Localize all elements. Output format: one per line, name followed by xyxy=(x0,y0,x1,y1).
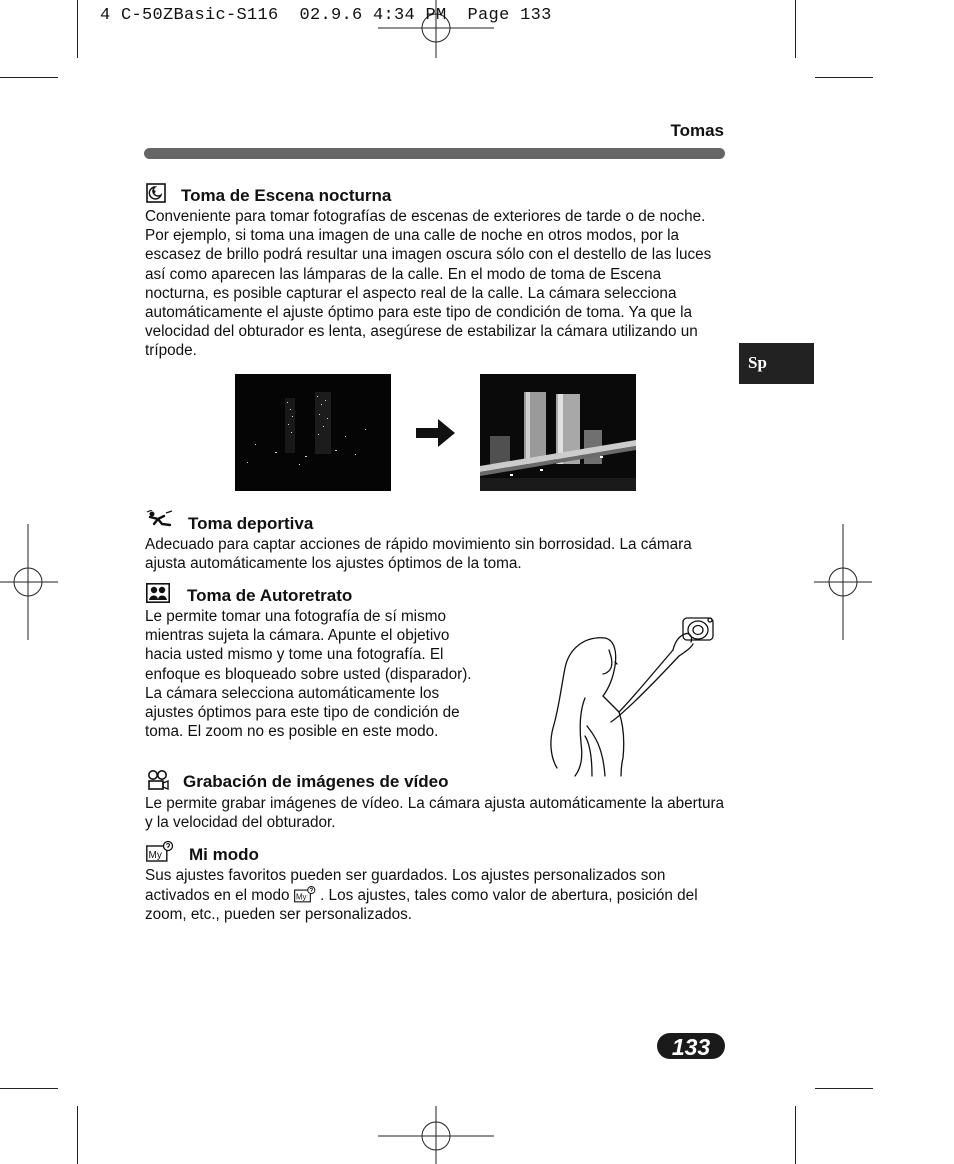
section-title: Tomas xyxy=(670,121,724,140)
svg-text:My: My xyxy=(295,892,307,902)
night-photo-bright xyxy=(480,374,636,491)
crop-mark xyxy=(77,1106,78,1164)
sports-icon xyxy=(146,510,174,528)
page-number-badge xyxy=(657,1033,725,1059)
movie-title: Grabación de imágenes de vídeo xyxy=(183,772,449,791)
my-mode-icon xyxy=(294,885,316,903)
language-tab-label: Sp xyxy=(748,353,767,372)
registration-mark xyxy=(378,1106,496,1164)
header-bar xyxy=(144,148,725,159)
self-portrait-title: Toma de Autoretrato xyxy=(187,586,353,605)
my-mode-icon xyxy=(146,840,174,862)
crop-mark xyxy=(795,0,796,58)
sports-title: Toma deportiva xyxy=(188,514,314,533)
registration-mark xyxy=(814,524,874,642)
night-scene-body: Conveniente para tomar fotografías de escenas de exteriores de tarde o de noche. Por ejemplo, si toma una imagen de una calle de noche en otros modos, por la escasez de brillo podrá resultar una imagen oscura sólo con el destello de las luces así como aparecen las lámparas de la calle. En el modo de toma de Escena nocturna, es posible capturar el aspecto real de la calle. La cámara selecciona automáticamente el ajuste óptimo para este tipo de condición de toma. Ya que la velocidad del obturador es lenta, asegúrese de estabilizar la cámara utilizando un trípode. xyxy=(145,208,712,360)
night-photo-dark xyxy=(235,374,391,491)
language-tab xyxy=(739,343,814,384)
arrow-right-icon xyxy=(416,417,456,449)
my-mode-body-part2: . Los ajustes, tales como valor de abertura, posición del zoom, etc., pueden ser personalizados. xyxy=(145,887,698,924)
crop-mark xyxy=(795,1106,796,1164)
page-number: 133 xyxy=(671,1034,711,1060)
my-mode-title: Mi modo xyxy=(189,845,259,864)
print-header: 4 C-50ZBasic-S116 02.9.6 4:34 PM Page 133 xyxy=(100,6,552,25)
crop-mark xyxy=(0,77,58,78)
crop-mark xyxy=(815,1088,873,1089)
night-scene-icon xyxy=(146,183,166,203)
movie-icon xyxy=(146,769,170,791)
self-portrait-illustration xyxy=(545,608,725,778)
self-portrait-body: Le permite tomar una fotografía de sí mismo mientras sujeta la cámara. Apunte el objetivo hacia usted mismo y tome una fotografía. El enfoque es bloqueado sobre usted (disparador). La cámara selecciona automáticamente los ajustes óptimos para este tipo de condición de toma. El zoom no es posible en este modo. xyxy=(145,608,472,741)
night-scene-title: Toma de Escena nocturna xyxy=(181,186,392,205)
crop-mark xyxy=(0,1088,58,1089)
self-portrait-icon xyxy=(146,583,170,603)
svg-text:My: My xyxy=(148,850,162,861)
my-mode-body xyxy=(145,866,725,925)
movie-body: Le permite grabar imágenes de vídeo. La cámara ajusta automáticamente la abertura y la velocidad del obturador. xyxy=(145,795,725,832)
crop-mark xyxy=(77,0,78,58)
my-mode-body-part1: Sus ajustes favoritos pueden ser guardados. Los ajustes personalizados son activados en el modo xyxy=(145,867,666,905)
crop-mark xyxy=(815,77,873,78)
registration-mark xyxy=(0,524,60,642)
sports-body: Adecuado para captar acciones de rápido movimiento sin borrosidad. La cámara ajusta automáticamente los ajustes óptimos de la toma. xyxy=(145,536,692,573)
